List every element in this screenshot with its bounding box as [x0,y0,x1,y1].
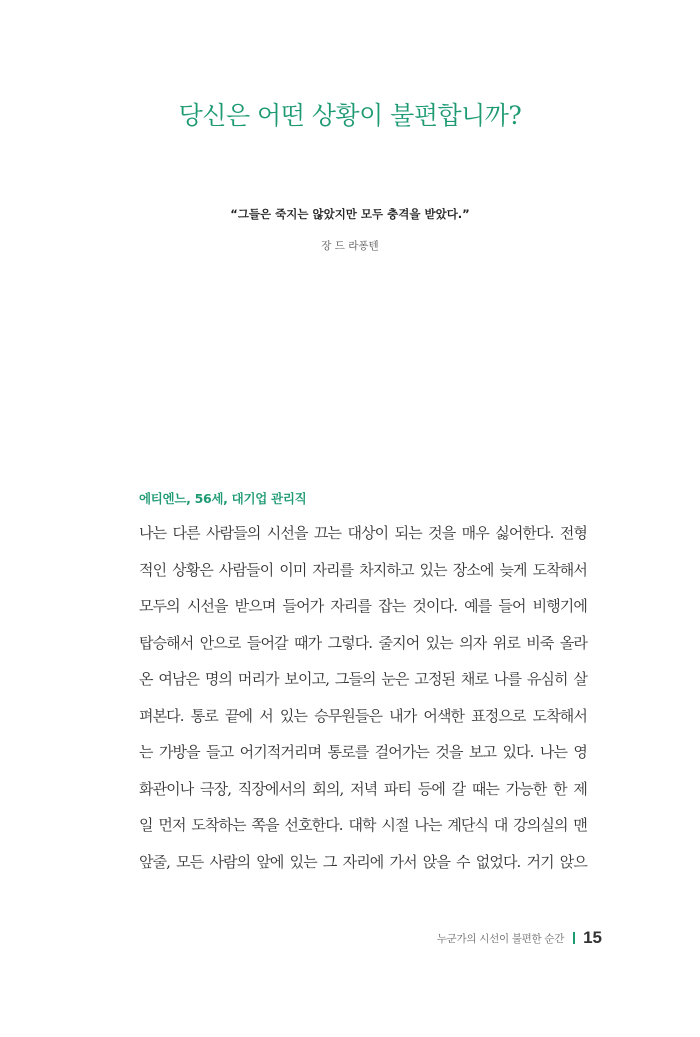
page-number: 15 [583,928,602,947]
body-line: 모두의 시선을 받으며 들어가 자리를 잡는 것이다. 예를 들어 비행기에 [139,597,587,615]
body-line: 펴본다. 통로 끝에 서 있는 승무원들은 내가 어색한 표정으로 도착해서 [139,706,587,725]
chapter-title: 당신은 어떤 상황이 불편합니까? [178,101,522,130]
body-line: 는 가방을 들고 어기적거리며 통로를 걸어가는 것을 보고 있다. 나는 영 [139,743,587,761]
body-line: 나는 다른 사람들의 시선을 끄는 대상이 되는 것을 매우 싫어한다. 전형 [139,524,587,542]
epigraph-quote: “그들은 죽지는 않았지만 모두 충격을 받았다.” [230,207,470,221]
body-line: 적인 상황은 사람들이 이미 자리를 차지하고 있는 장소에 늦게 도착해서 [139,560,587,579]
section-heading: 에티엔느, 56세, 대기업 관리직 [139,491,307,506]
running-title: 누군가의 시선이 불편한 순간 [436,932,565,945]
epigraph-author: 장 드 라퐁텐 [321,240,379,252]
body-line: 앞줄, 모든 사람의 앞에 있는 그 자리에 가서 앉을 수 없었다. 거기 앉으 [139,852,587,871]
body-line: 탑승해서 안으로 들어갈 때가 그렇다. 줄지어 있는 의자 위로 비죽 올라 [139,633,587,652]
body-line: 온 여남은 명의 머리가 보이고, 그들의 눈은 고정된 채로 나를 유심히 살 [139,670,587,688]
body-line: 화관이나 극장, 직장에서의 회의, 저녁 파티 등에 갈 때는 가능한 한 제 [139,779,587,798]
body-paragraph [139,515,587,880]
page-footer [437,928,602,948]
footer-divider [573,932,575,944]
body-line: 일 먼저 도착하는 쪽을 선호한다. 대학 시절 나는 계단식 대 강의실의 맨 [139,816,587,834]
